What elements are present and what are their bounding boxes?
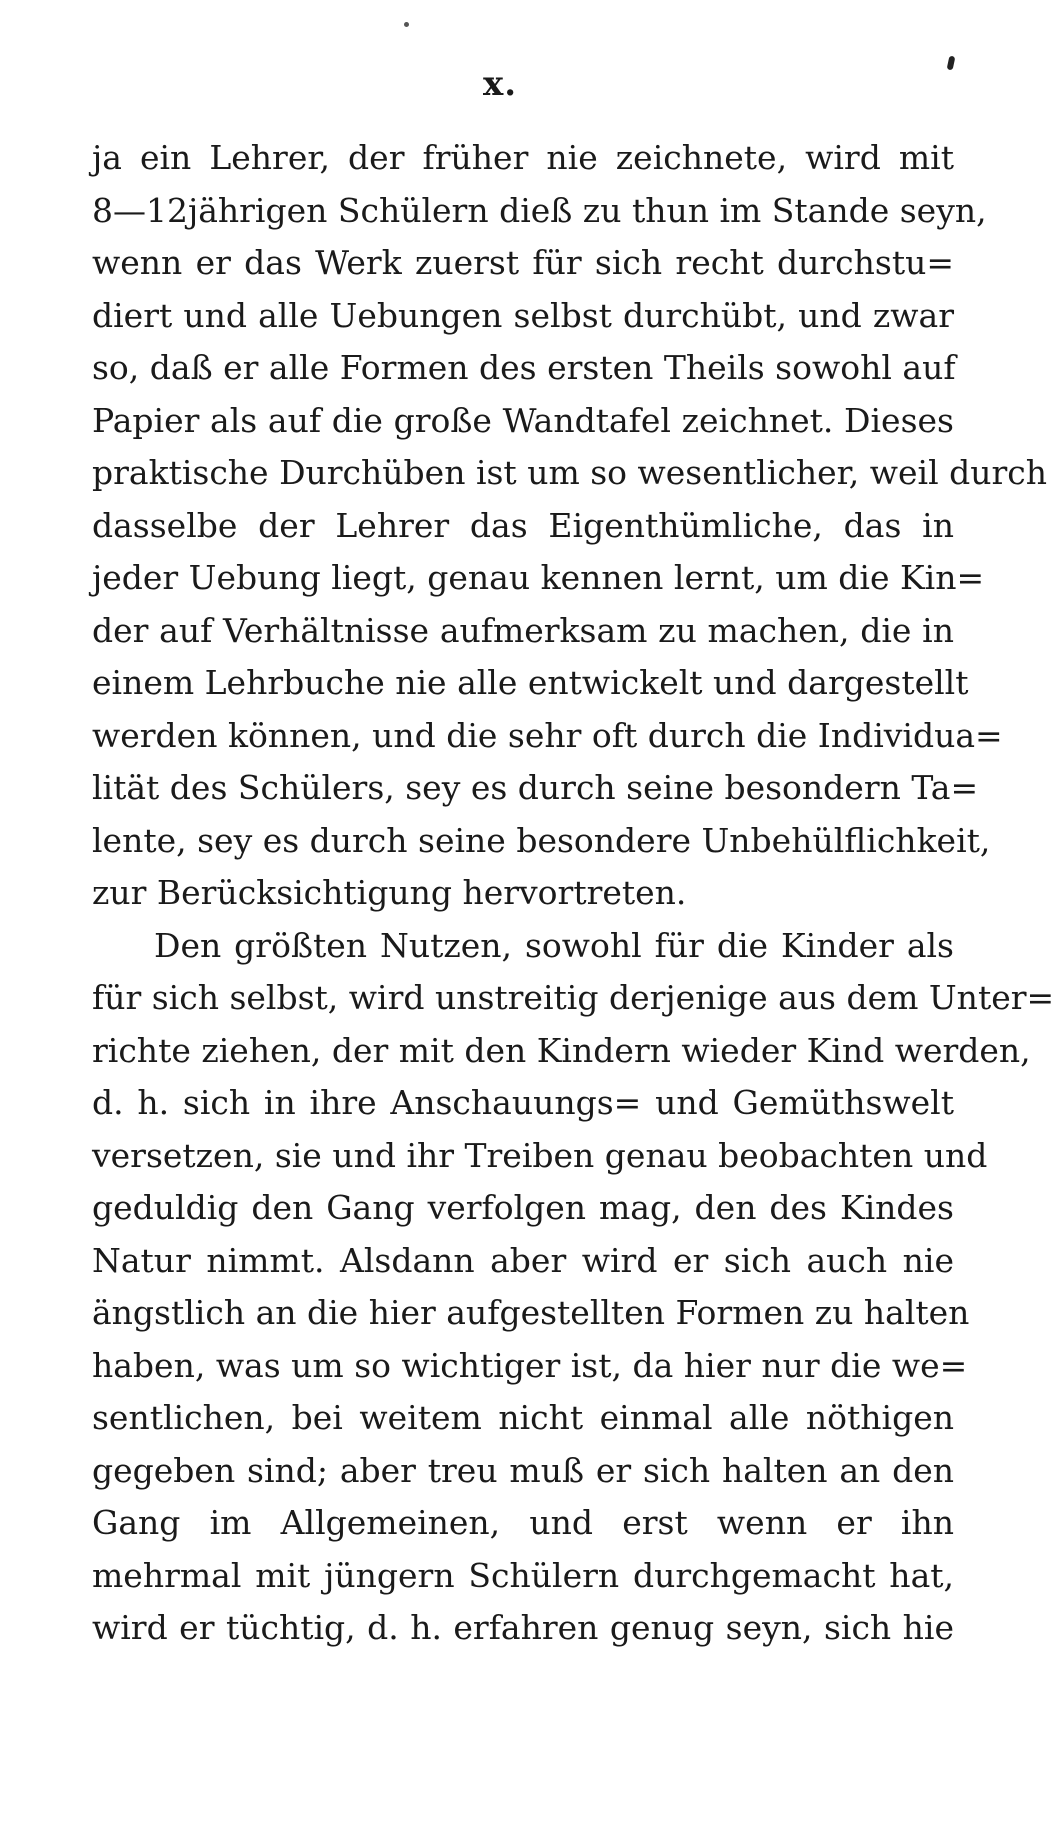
text-line: haben, was um so wichtiger ist, da hier nur die we= <box>92 1345 968 1385</box>
text-line: sentlichen, bei weitem nicht einmal alle nöthigen <box>92 1398 954 1437</box>
text-line: geduldig den Gang verfolgen mag, den des Kindes <box>92 1188 954 1227</box>
text-line: wenn er das Werk zuerst für sich recht durchstu= <box>92 243 954 282</box>
text-line: dasselbe der Lehrer das Eigenthümliche, das in <box>92 505 954 545</box>
text-line: Natur nimmt. Alsdann aber wird er sich auch nie <box>92 1240 954 1280</box>
text-line: einem Lehrbuche nie alle entwickelt und dargestellt <box>92 663 969 702</box>
paragraph-2 <box>92 920 1054 1655</box>
text-line: Den größten Nutzen, sowohl für die Kinder als <box>154 925 954 965</box>
text-line: versetzen, sie und ihr Treiben genau beobachten und <box>92 1135 988 1175</box>
text-line: Gang im Allgemeinen, und erst wenn er ihn <box>92 1503 954 1542</box>
text-line: 8—12jährigen Schülern dieß zu thun im Stande seyn, <box>92 190 987 230</box>
text-line: praktische Durchüben ist um so wesentlicher, weil durch <box>92 453 1048 492</box>
text-line: lität des Schülers, sey es durch seine besondern Ta= <box>92 768 979 807</box>
text-line: ängstlich an die hier aufgestellten Formen zu halten <box>92 1293 970 1332</box>
text-line: gegeben sind; aber treu muß er sich halten an den <box>92 1450 954 1490</box>
text-line: richte ziehen, der mit den Kindern wieder Kind werden, <box>92 1030 1031 1070</box>
text-line: für sich selbst, wird unstreitig derjenige aus dem Unter= <box>92 978 1054 1017</box>
paragraph-1 <box>92 132 1048 920</box>
text-line: Papier als auf die große Wandtafel zeichnet. Dieses <box>92 400 954 440</box>
text-line: lente, sey es durch seine besondere Unbehülflichkeit, <box>92 820 991 860</box>
ink-speck <box>404 22 409 27</box>
body-text <box>92 132 1054 1655</box>
text-line: werden können, und die sehr oft durch die Individua= <box>92 715 1003 755</box>
text-line: diert und alle Uebungen selbst durchübt, und zwar <box>92 295 954 335</box>
text-line: jeder Uebung liegt, genau kennen lernt, um die Kin= <box>92 558 985 597</box>
text-line: der auf Verhältnisse aufmerksam zu machen, die in <box>92 610 954 650</box>
text-line: wird er tüchtig, d. h. erfahren genug seyn, sich hie <box>92 1608 954 1647</box>
text-line: ja ein Lehrer, der früher nie zeichnete, wird mit <box>92 138 954 177</box>
text-line: d. h. sich in ihre Anschauungs= und Gemüthswelt <box>92 1083 954 1122</box>
page-number: x. <box>482 64 518 104</box>
text-line: mehrmal mit jüngern Schülern durchgemacht hat, <box>92 1555 954 1595</box>
text-line: zur Berücksichtigung hervortreten. <box>92 873 687 912</box>
text-line: so, daß er alle Formen des ersten Theils sowohl auf <box>92 348 956 387</box>
